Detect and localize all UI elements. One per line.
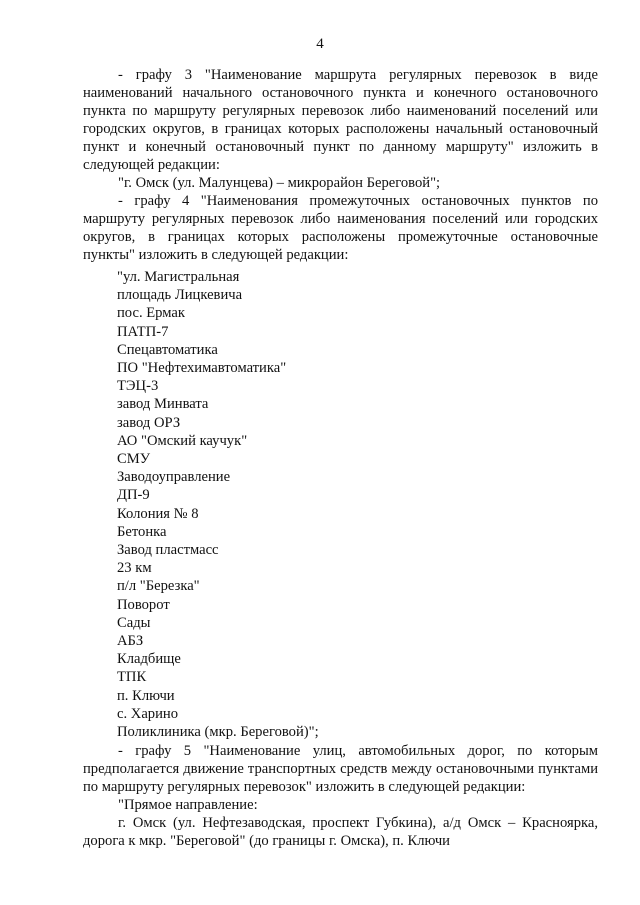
list-item: пос. Ермак	[117, 305, 185, 322]
list-item: Кладбище	[117, 651, 181, 668]
document-body	[83, 66, 598, 850]
list-item: ТЭЦ-3	[117, 378, 159, 395]
list-item: АБЗ	[117, 633, 144, 650]
stops-list	[83, 268, 598, 741]
list-item: ПО "Нефтехимавтоматика"	[117, 360, 287, 377]
list-item: с. Харино	[117, 705, 179, 722]
list-item: завод Минвата	[117, 396, 209, 413]
list-item: Поворот	[117, 596, 170, 613]
list-item: ТПК	[117, 669, 147, 686]
list-item: Поликлиника (мкр. Береговой)";	[117, 724, 319, 741]
list-item: завод ОРЗ	[117, 414, 181, 431]
list-item: Сады	[117, 614, 151, 631]
list-item: Колония № 8	[117, 505, 199, 522]
paragraph-route-name: "г. Омск (ул. Малунцева) – микрорайон Береговой";	[118, 175, 441, 191]
list-item: п/л "Березка"	[117, 578, 200, 595]
list-item: площадь Лицкевича	[117, 287, 243, 304]
page-number: 4	[316, 36, 324, 52]
list-item: ПАТП-7	[117, 323, 169, 340]
paragraph-route-streets: г. Омск (ул. Нефтезаводская, проспект Губкина), а/д Омск – Красноярка, дорога к мкр. "Береговой" (до границы г. Омска), п. Ключи	[83, 815, 598, 850]
list-item: СМУ	[117, 451, 151, 468]
list-item: п. Ключи	[117, 687, 175, 704]
list-item: 23 км	[117, 560, 152, 577]
list-item: "ул. Магистральная	[117, 269, 240, 285]
paragraph-column-3: - графу 3 "Наименование маршрута регулярных перевозок в виде наименований начального остановочного пункта и конечного остановочного пункта по маршруту регулярных перевозок либо наименований поселений или городских округов, в границах которых расположены начальный остановочный пункт и конечный остановочный пункт по данному маршруту" изложить в следующей редакции:	[83, 67, 598, 173]
list-item: Спецавтоматика	[117, 341, 218, 358]
list-item: Завод пластмасс	[117, 542, 219, 559]
paragraph-column-4: - графу 4 "Наименования промежуточных остановочных пунктов по маршруту регулярных перевозок либо наименования поселений или городских округов, в границах которых расположены промежуточные остановочные пункты" изложить в следующей редакции:	[83, 193, 598, 263]
list-item: Заводоуправление	[117, 469, 231, 486]
list-item: АО "Омский каучук"	[117, 432, 248, 449]
list-item: Бетонка	[117, 523, 167, 540]
list-item: ДП-9	[117, 487, 150, 504]
paragraph-column-5: - графу 5 "Наименование улиц, автомобильных дорог, по которым предполагается движение транспортных средств между остановочными пунктами по маршруту регулярных перевозок" изложить в следующей редакции:	[83, 743, 598, 796]
paragraph-direct-direction: "Прямое направление:	[118, 797, 258, 814]
